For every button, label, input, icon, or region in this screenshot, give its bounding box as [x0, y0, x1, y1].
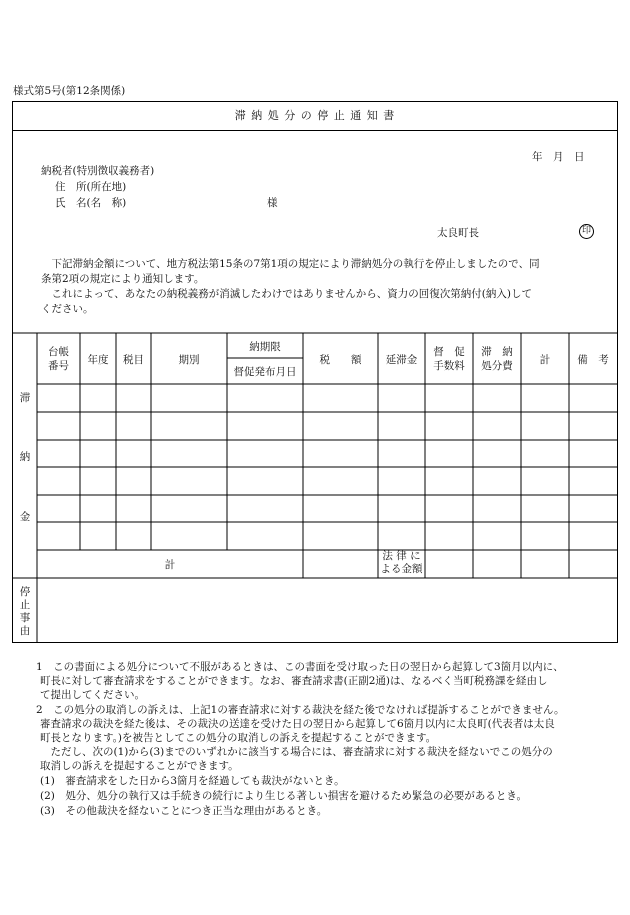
- header-tax-amount: 税 額: [319, 354, 362, 366]
- note-1-line: て提出してください。: [40, 689, 145, 701]
- form-title: 滞 納 処 分 の 停 止 通 知 書: [234, 109, 396, 122]
- header-reminder-fee: 督 促 手数料: [433, 346, 465, 373]
- header-total: 計: [539, 354, 551, 366]
- honorific: 様: [267, 197, 278, 209]
- body-text-line: 下記滞納金額について、地方税法第15条の7第1項の規定により滞納処分の執行を停止しましたので、同: [41, 258, 540, 270]
- form-number: 様式第5号(第12条関係): [13, 85, 126, 97]
- note-2-line: 町長となります。)を被告としてこの処分の取消しの訴えを提起することができます。: [40, 732, 437, 744]
- note-2-line: 取消しの訴えを提起することができます。: [40, 760, 239, 772]
- issuer-name: 太良町長: [437, 227, 479, 239]
- note-item: (2) 処分、処分の執行又は手続きの続行により生じる著しい損害を避けるため緊急の必要があるとき。: [40, 790, 527, 802]
- body-text-line: 条第2項の規定により通知します。: [41, 273, 205, 285]
- body-text-line: これによって、あなたの納税義務が消滅したわけではありませんから、資力の回復次第納付(納入)して: [41, 288, 532, 300]
- note-2-line: 2 この処分の取消しの訴えは、上記1の審査請求に対する裁決を経た後でなければ提訴することができません。: [36, 704, 565, 716]
- side-label-char: 納: [19, 451, 31, 463]
- date-line: 年 月 日: [532, 151, 585, 163]
- side-label-char: 金: [19, 511, 31, 523]
- body-text-line: ください。: [41, 303, 94, 315]
- note-1-line: 1 この書面による処分について不服があるときは、この書面を受け取った日の翌日から起算して3箇月以内に、: [36, 661, 564, 673]
- header-remarks: 備 考: [577, 354, 609, 366]
- header-fiscal-year: 年度: [87, 354, 109, 366]
- header-late-fee: 延滞金: [385, 354, 418, 366]
- note-item: (3) その他裁決を経ないことにつき正当な理由があるとき。: [40, 805, 328, 817]
- header-ledger-number: 台帳 番号: [48, 346, 69, 373]
- note-2-line: ただし、次の(1)から(3)までのいずれかに該当する場合には、審査請求に対する裁決を経ないでこの処分の: [40, 746, 553, 758]
- seal-mark: 印: [579, 224, 594, 239]
- sum-label: 計: [164, 559, 176, 571]
- side-label-char: 滞: [19, 392, 31, 404]
- taxpayer-label: 納税者(特別徴収義務者): [41, 165, 155, 177]
- note-item: (1) 審査請求をした日から3箇月を経過しても裁決がないとき。: [40, 775, 345, 787]
- address-label: 住 所(所在地): [55, 181, 127, 193]
- header-tax-item: 税目: [123, 354, 144, 366]
- header-disposition-fee: 滞 納 処分費: [481, 346, 513, 373]
- notice-form: [12, 101, 618, 643]
- stop-reason-label: 停 止 事 由: [19, 586, 31, 637]
- header-due-date: 納期限: [249, 341, 281, 353]
- legal-amount-label: 法 律 に よる金額: [380, 550, 423, 575]
- header-period: 期別: [178, 354, 200, 366]
- header-reminder-date: 督促発布月日: [233, 366, 297, 378]
- note-2-line: 審査請求の裁決を経た後は、その裁決の送達を受けた日の翌日から起算して6箇月以内に太良町(代表者は太良: [40, 718, 555, 730]
- note-1-line: 町長に対して審査請求をすることができます。なお、審査請求書(正副2通)は、なるべく当町税務課を経由し: [40, 675, 548, 687]
- name-label: 氏 名(名 称): [55, 197, 127, 209]
